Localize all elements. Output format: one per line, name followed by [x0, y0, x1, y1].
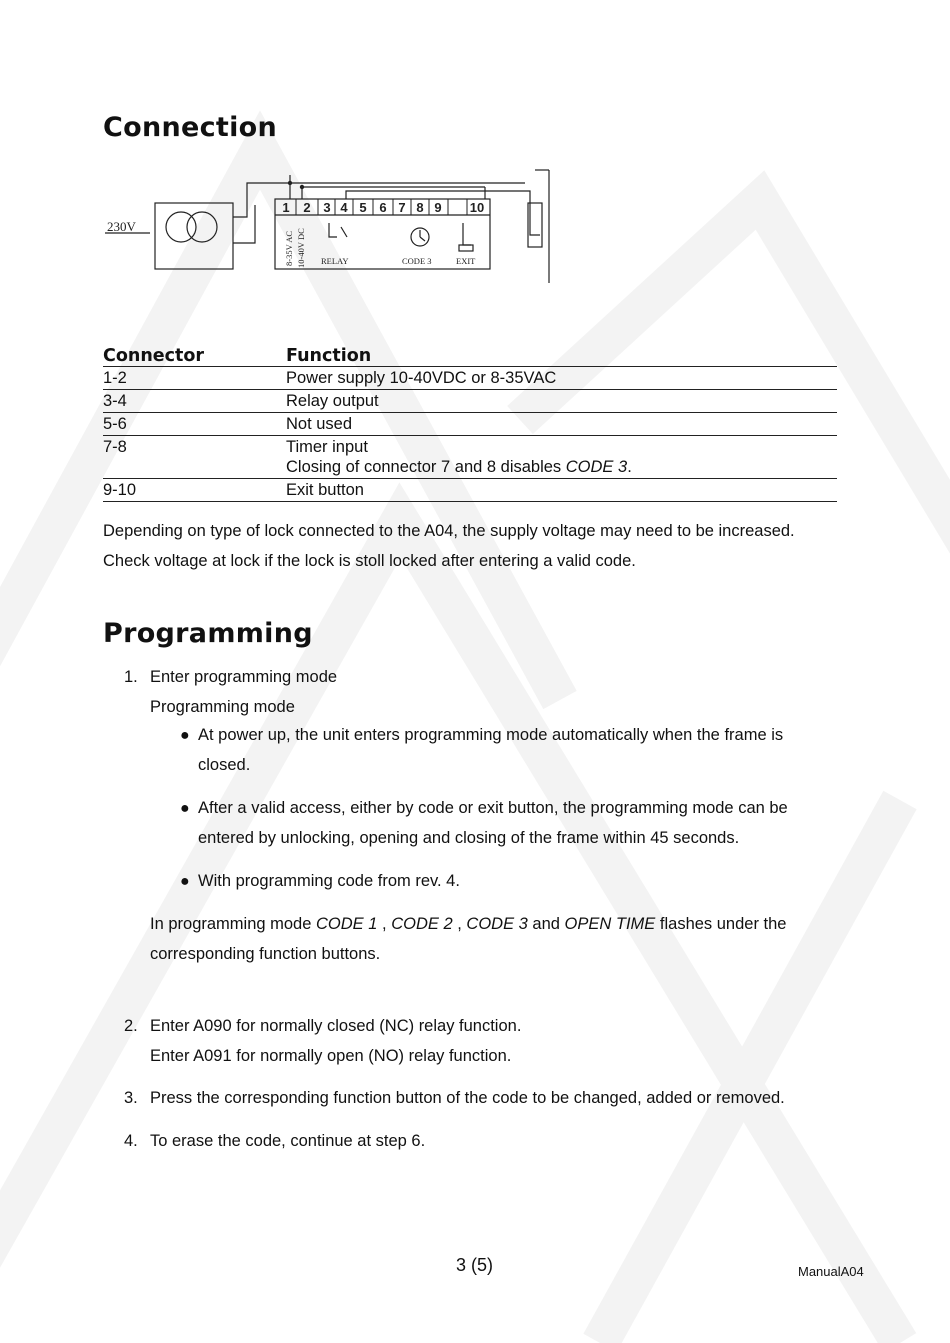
code3-term: CODE 3 — [565, 458, 628, 476]
function-cell — [286, 436, 837, 479]
terminal-8: 8 — [416, 200, 424, 215]
supply-voltage-label: 230V — [107, 219, 136, 234]
step-3 — [150, 1083, 785, 1113]
function-line — [286, 457, 837, 477]
function-cell: Exit button — [286, 479, 837, 502]
connector-table — [103, 346, 837, 502]
bullet-line: After a valid access, either by code or exit button, the programming mode can be — [198, 799, 788, 817]
step-number: 2. — [124, 1017, 138, 1035]
function-text: Closing of connector 7 and 8 disables — [286, 458, 566, 476]
terminal-5: 5 — [359, 200, 367, 215]
connector-cell: 5-6 — [103, 413, 286, 436]
function-line: Timer input — [286, 438, 368, 456]
wiring-diagram — [105, 165, 555, 287]
step-number: 1. — [124, 668, 138, 686]
function-cell: Not used — [286, 413, 837, 436]
bullet-line: With programming code from rev. 4. — [198, 872, 460, 890]
function-text: . — [627, 458, 632, 476]
bullet-icon: ● — [180, 800, 190, 817]
document-name: ManualA04 — [798, 1264, 864, 1279]
table-row — [103, 413, 837, 436]
connector-cell: 9-10 — [103, 479, 286, 502]
note-line: Depending on type of lock connected to the A04, the supply voltage may need to be increased. — [103, 522, 795, 540]
step-number: 3. — [124, 1089, 138, 1107]
connector-cell: 3-4 — [103, 390, 286, 413]
header-connector: Connector — [103, 346, 286, 367]
open-time-term: OPEN TIME — [564, 915, 656, 933]
para-text: , — [377, 915, 392, 933]
step-line: Programming mode — [150, 698, 295, 716]
step-1 — [150, 662, 337, 722]
step-line: Enter programming mode — [150, 668, 338, 686]
relay-label: RELAY — [321, 256, 349, 266]
table-row — [103, 390, 837, 413]
function-cell: Power supply 10-40VDC or 8-35VAC — [286, 367, 837, 390]
step-2 — [150, 1011, 521, 1071]
table-header-row — [103, 346, 837, 367]
vdc-label: 10-40V DC — [296, 228, 306, 268]
terminal-2: 2 — [303, 200, 311, 215]
connection-heading: Connection — [103, 112, 278, 143]
bullet-item — [198, 866, 808, 896]
para-text: and — [527, 915, 565, 933]
paragraph-line: corresponding function buttons. — [150, 945, 381, 963]
header-function: Function — [286, 346, 837, 367]
function-cell: Relay output — [286, 390, 837, 413]
programming-mode-paragraph — [150, 909, 786, 969]
terminal-1: 1 — [282, 200, 290, 215]
terminal-7: 7 — [398, 200, 406, 215]
terminal-10: 10 — [469, 200, 485, 215]
connector-cell: 7-8 — [103, 436, 286, 479]
voltage-note — [103, 516, 795, 576]
bullet-line: entered by unlocking, opening and closing of the frame within 45 seconds. — [198, 829, 740, 847]
note-line: Check voltage at lock if the lock is stoll locked after entering a valid code. — [103, 552, 636, 570]
vac-label: 8-35V AC — [284, 230, 294, 266]
step-4 — [150, 1126, 425, 1156]
step-line: Press the corresponding function button of the code to be changed, added or removed. — [150, 1089, 785, 1107]
connector-cell: 1-2 — [103, 367, 286, 390]
table-row — [103, 479, 837, 502]
bullet-icon: ● — [180, 727, 190, 744]
code3-label: CODE 3 — [402, 256, 432, 266]
bullet-line: At power up, the unit enters programming mode automatically when the frame is — [198, 726, 784, 744]
code2-term: CODE 2 — [391, 915, 453, 933]
terminal-6: 6 — [379, 200, 387, 215]
exit-label: EXIT — [456, 256, 476, 266]
step-line: Enter A091 for normally open (NO) relay function. — [150, 1047, 512, 1065]
bullet-item — [198, 720, 808, 780]
page-number: 3 (5) — [456, 1255, 494, 1275]
bullet-item — [198, 793, 808, 853]
code3-term: CODE 3 — [466, 915, 528, 933]
terminal-9: 9 — [434, 200, 442, 215]
code1-term: CODE 1 — [316, 915, 378, 933]
step-line: Enter A090 for normally closed (NC) relay function. — [150, 1017, 522, 1035]
para-text: , — [452, 915, 467, 933]
table-row — [103, 436, 837, 479]
step-line: To erase the code, continue at step 6. — [150, 1132, 426, 1150]
paragraph-line — [150, 909, 786, 939]
bullet-line: closed. — [198, 756, 251, 774]
programming-heading: Programming — [103, 618, 313, 649]
step-number: 4. — [124, 1132, 138, 1150]
terminal-3: 3 — [323, 200, 331, 215]
para-text: In programming mode — [150, 915, 316, 933]
bullet-icon: ● — [180, 873, 190, 890]
table-row — [103, 367, 837, 390]
para-text: flashes under the — [655, 915, 787, 933]
terminal-4: 4 — [340, 200, 348, 215]
